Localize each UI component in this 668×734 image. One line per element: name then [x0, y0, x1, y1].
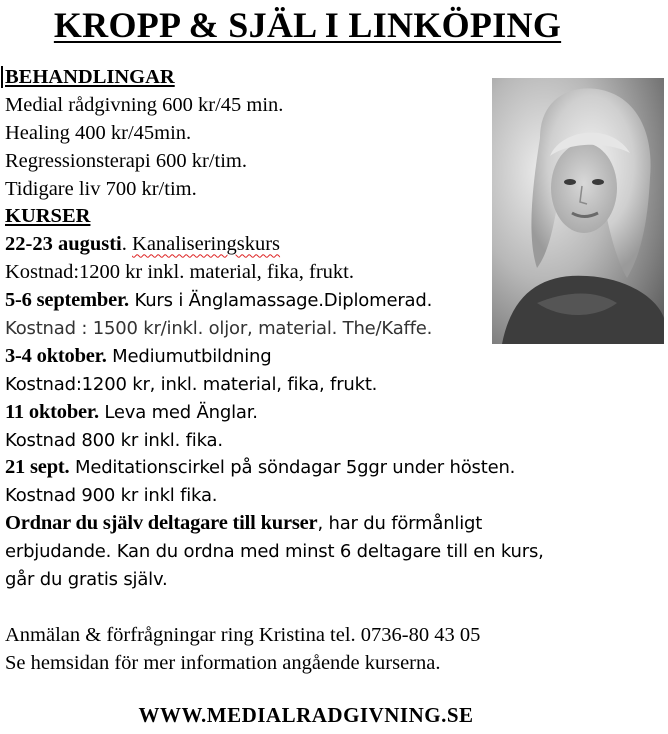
course-date: 3-4 oktober. [5, 344, 107, 367]
course-title-line [5, 231, 605, 259]
courses-heading: KURSER [5, 205, 91, 228]
offer-line: erbjudande. Kan du ordna med minst 6 deltagare till en kurs, [5, 541, 544, 563]
course-date: 21 sept. [5, 456, 70, 479]
course-cost: Kostnad 900 kr inkl fika. [5, 485, 218, 507]
offer-bold: Ordnar du själv deltagare till kurser [5, 512, 318, 535]
course-name: Kanaliseringskurs [132, 233, 281, 256]
main-text [5, 64, 605, 678]
course-title-line [5, 399, 605, 427]
course-name: Meditationscirkel på söndagar 5ggr under hösten. [75, 457, 516, 479]
course-separator: . [121, 233, 133, 256]
contact-line: Se hemsidan för mer information angående kurserna. [5, 651, 441, 674]
course-date: 11 oktober. [5, 400, 99, 423]
treatment-item: Medial rådgivning 600 kr/45 min. [5, 93, 284, 116]
course-cost: Kostnad:1200 kr, inkl. material, fika, frukt. [5, 373, 378, 395]
contact-line: Anmälan & förfrågningar ring Kristina tel. 0736-80 43 05 [5, 623, 481, 646]
treatments-heading: BEHANDLINGAR [1, 66, 175, 88]
treatment-item: Healing 400 kr/45min. [5, 121, 192, 144]
course-date: 22-23 augusti [5, 233, 122, 256]
course-date: 5-6 september. [5, 289, 129, 312]
offer-text: , har du förmånligt [317, 513, 483, 535]
course-cost: Kostnad:1200 kr inkl. material, fika, frukt. [5, 261, 354, 284]
course-name: Kurs i Änglamassage.Diplomerad. [134, 290, 433, 312]
course-cost: Kostnad 800 kr inkl. fika. [5, 429, 223, 451]
course-title-line [5, 454, 605, 482]
course-name: Leva med Änglar. [104, 401, 258, 423]
course-title-line [5, 343, 605, 371]
course-cost: Kostnad : 1500 kr/inkl. oljor, material. The/Kaffe. [5, 318, 433, 340]
website-url: WWW.MEDIALRADGIVNING.SE [138, 703, 474, 727]
treatment-item: Regressionsterapi 600 kr/tim. [5, 149, 247, 172]
course-title-line [5, 287, 605, 315]
treatment-item: Tidigare liv 700 kr/tim. [5, 177, 197, 200]
offer-line: går du gratis själv. [5, 569, 168, 591]
page-title: KROPP & SJÄL I LINKÖPING [53, 5, 562, 45]
course-name: Mediumutbildning [112, 345, 272, 367]
offer-line [5, 510, 605, 538]
